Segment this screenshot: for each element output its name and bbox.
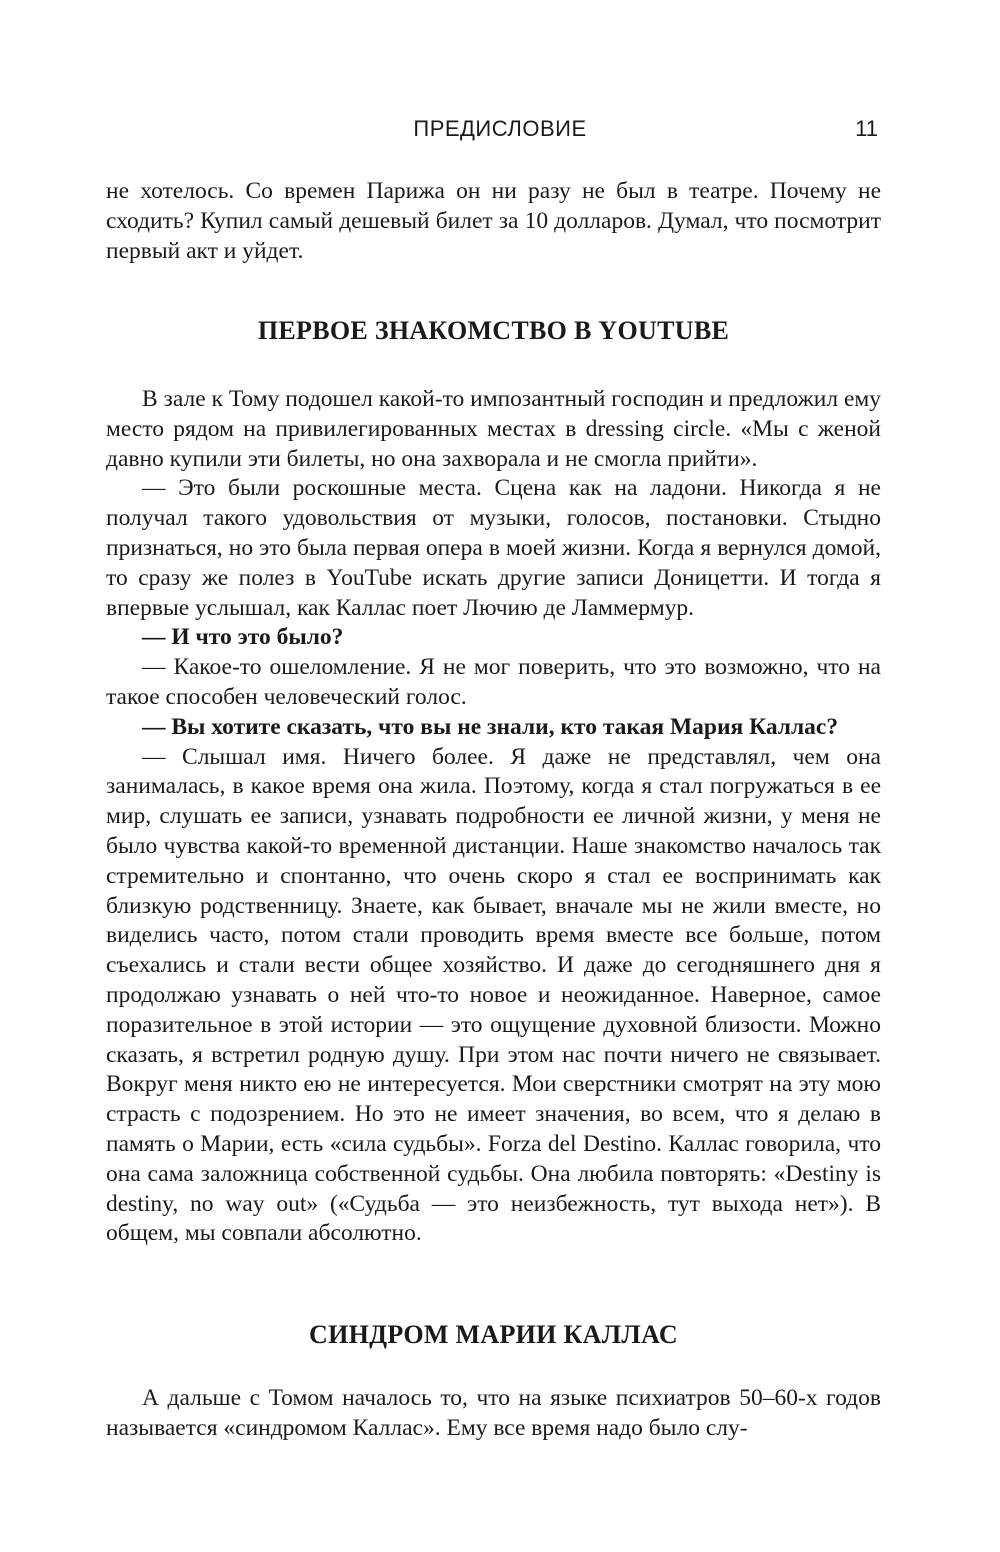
- intro-paragraph: не хотелось. Со времен Парижа он ни разу не был в театре. Почему не сходить? Купил самый дешевый билет за 10 долларов. Думал, что посмотрит первый акт и уйдет.: [106, 178, 881, 264]
- interview-question: — И что это было?: [142, 624, 344, 651]
- section-heading-youtube: ПЕРВОЕ ЗНАКОМСТВО В YOUTUBE: [257, 316, 730, 345]
- interview-answer: — Какое-то ошеломление. Я не мог поверить, что это возможно, что на такое способен человеческий голос.: [106, 654, 881, 710]
- section-body-callas-syndrome: [106, 1384, 881, 1444]
- section-heading-callas-syndrome: СИНДРОМ МАРИИ КАЛЛАС: [309, 1320, 678, 1349]
- paragraph: — Это были роскошные места. Сцена как на ладони. Никогда я не получал такого удовольствия от музыки, голосов, постановки. Стыдно признаться, но это была первая опера в моей жизни. Когда я вернулся домой, то сразу же полез в YouTube искать другие записи Доницетти. И тогда я впервые услышал, как Каллас поет Лючию де Ламмермур.: [106, 475, 881, 621]
- interview-answer: — Слышал имя. Ничего более. Я даже не представлял, чем она занималась, в какое время она жила. Поэтому, когда я стал погружаться в ее мир, слушать ее записи, узнавать подробности ее личной жизни, у меня не было чувства какой-то временной дистанции. Наше знакомство началось так стремительно и спонтанно, что очень скоро я стал ее воспринимать как близкую родственницу. Знаете, как бывает, вначале мы не жили вместе, но виделись часто, потом стали проводить время вместе все больше, потом съехались и стали вести общее хозяйство. И даже до сегодняшнего дня я продолжаю узнавать о ней что-то новое и неожиданное. Наверное, самое поразительное в этой истории — это ощущение духовной близости. Можно сказать, я встретил родную душу. При этом нас почти ничего не связывает. Вокруг меня никто ею не интересуется. Мои сверстники смотрят на эту мою страсть с подозрением. Но это не имеет значения, во всем, что я делаю в память о Марии, есть «сила судьбы». Forza del Destino. Каллас говорила, что она сама заложница собственной судьбы. Она любила повторять: «Destiny is destiny, no way out» («Судьба — это неизбежность, тут выхода нет»). В общем, мы совпали абсолютно.: [106, 743, 881, 1247]
- paragraph: А дальше с Томом началось то, что на языке психиатров 50–60-х годов называется «синдромом Каллас». Ему все время надо было слу-: [106, 1385, 881, 1441]
- section-body-youtube: [106, 385, 881, 1249]
- running-head: ПРЕДИСЛОВИЕ: [413, 116, 587, 141]
- interview-question: — Вы хотите сказать, что вы не знали, кто такая Мария Каллас?: [142, 713, 839, 740]
- paragraph: В зале к Тому подошел какой-то импозантный господин и предложил ему место рядом на привилегированных местах в dressing circle. «Мы с женой давно купили эти билеты, но она захворала и не смогла прийти».: [106, 386, 881, 472]
- page-number: 11: [855, 116, 878, 141]
- intro-block: [106, 177, 881, 266]
